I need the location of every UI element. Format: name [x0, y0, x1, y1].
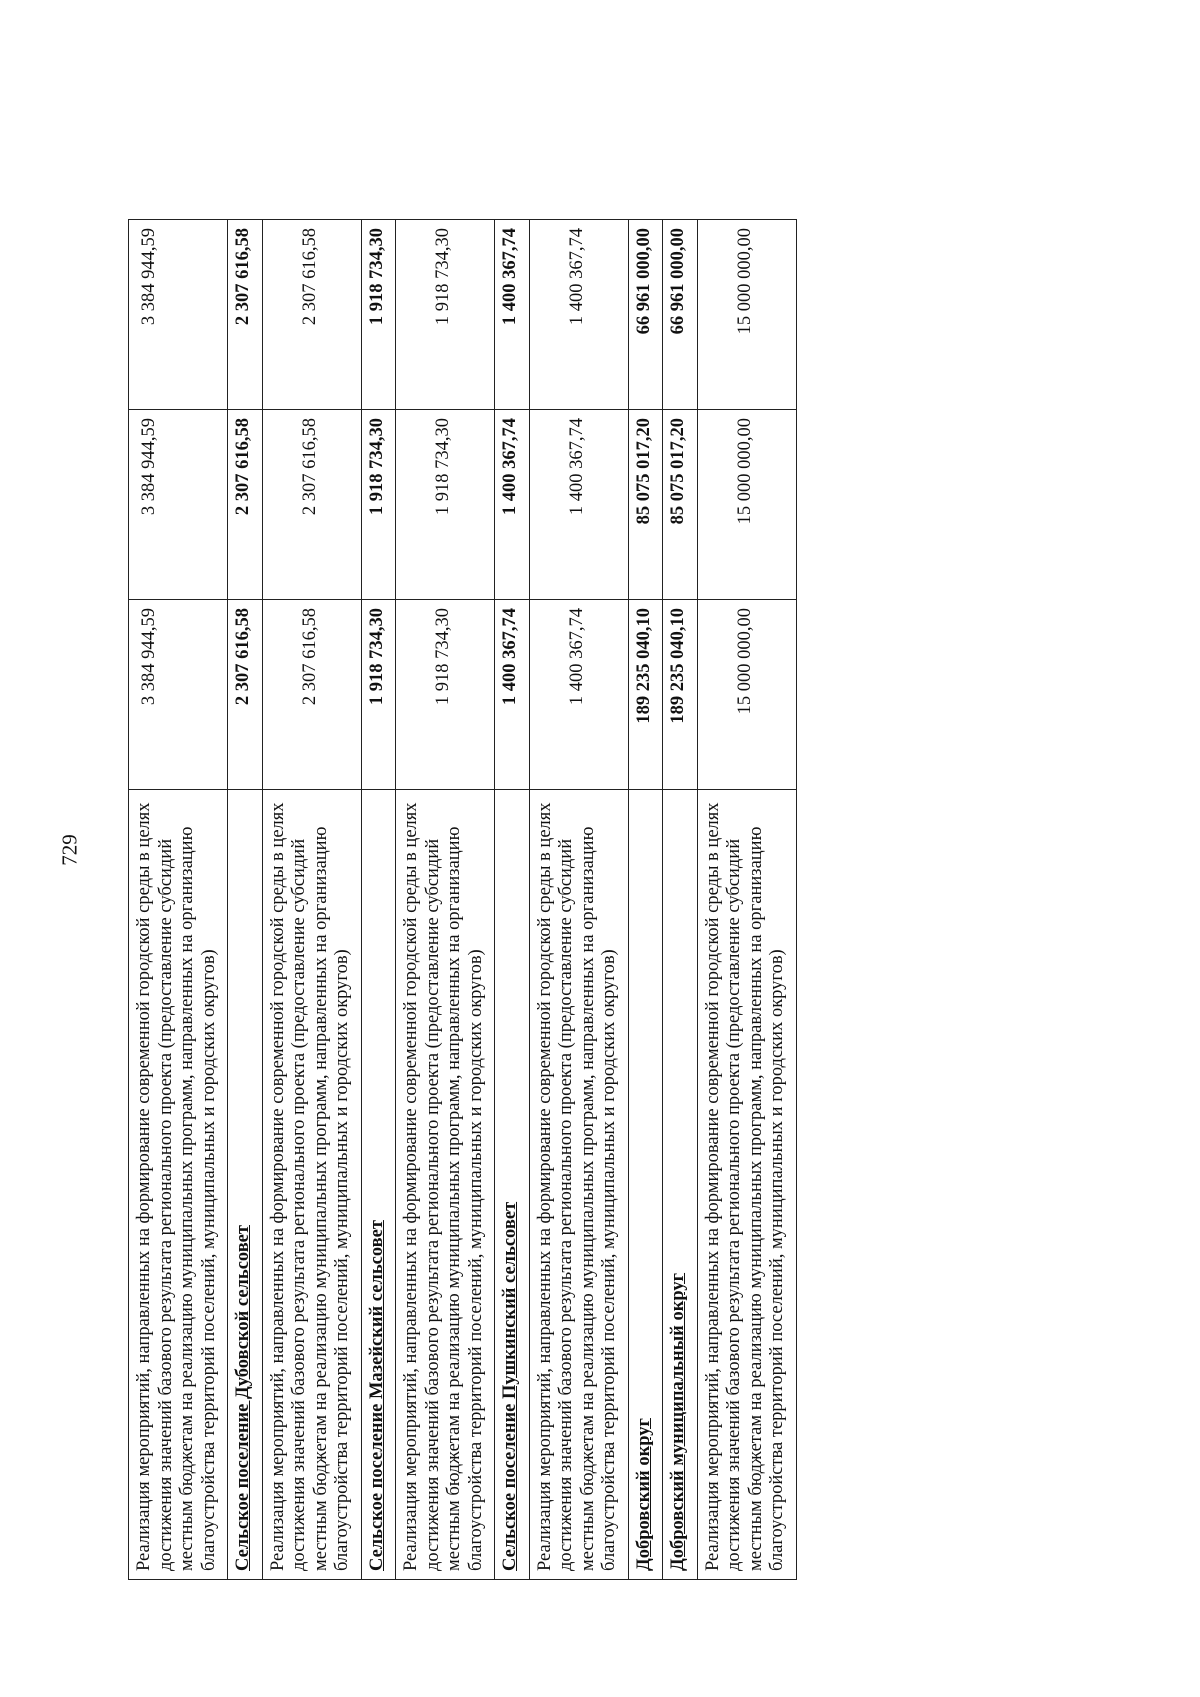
table-row-total: [495, 220, 530, 1580]
row-description: Реализация мероприятий, направленных на формирование современной городской среды в целях достижения значений базового результата регионального проекта (предоставление субсидий местным бюджетам на реализацию муниципальных программ, направленных на организацию благоустройства территорий поселений, муниципальных и городских округов): [262, 790, 361, 1580]
row-value-1: 189 235 040,10: [628, 600, 663, 790]
row-value-3: 1 400 367,74: [529, 220, 628, 410]
row-value-2: 2 307 616,58: [228, 410, 263, 600]
row-description: Сельское поселение Дубовской сельсовет: [228, 790, 263, 1580]
row-value-1: 1 400 367,74: [495, 600, 530, 790]
row-description: Добровский округ: [628, 790, 663, 1580]
table-row: [396, 220, 495, 1580]
row-value-3: 3 384 944,59: [129, 220, 228, 410]
table-row: [697, 220, 796, 1580]
row-value-2: 1 400 367,74: [529, 410, 628, 600]
table-row: [262, 220, 361, 1580]
row-description: Реализация мероприятий, направленных на формирование современной городской среды в целях достижения значений базового результата регионального проекта (предоставление субсидий местным бюджетам на реализацию муниципальных программ, направленных на организацию благоустройства территорий поселений, муниципальных и городских округов): [529, 790, 628, 1580]
row-value-3: 1 400 367,74: [495, 220, 530, 410]
table-row: [529, 220, 628, 1580]
row-description: Реализация мероприятий, направленных на формирование современной городской среды в целях достижения значений базового результата регионального проекта (предоставление субсидий местным бюджетам на реализацию муниципальных программ, направленных на организацию благоустройства территорий поселений, муниципальных и городских округов): [396, 790, 495, 1580]
row-value-1: 189 235 040,10: [663, 600, 698, 790]
row-description: Сельское поселение Пушкинский сельсовет: [495, 790, 530, 1580]
row-value-1: 1 400 367,74: [529, 600, 628, 790]
row-value-1: 3 384 944,59: [129, 600, 228, 790]
table-row: [129, 220, 228, 1580]
row-value-3: 1 918 734,30: [361, 220, 396, 410]
row-value-3: 2 307 616,58: [262, 220, 361, 410]
row-value-1: 1 918 734,30: [396, 600, 495, 790]
row-value-2: 85 075 017,20: [628, 410, 663, 600]
row-value-3: 2 307 616,58: [228, 220, 263, 410]
row-value-3: 15 000 000,00: [697, 220, 796, 410]
row-value-3: 1 918 734,30: [396, 220, 495, 410]
row-value-3: 66 961 000,00: [628, 220, 663, 410]
row-value-1: 15 000 000,00: [697, 600, 796, 790]
table-row-total: [628, 220, 663, 1580]
row-value-2: 1 400 367,74: [495, 410, 530, 600]
row-value-1: 2 307 616,58: [228, 600, 263, 790]
row-description: Реализация мероприятий, направленных на формирование современной городской среды в целях достижения значений базового результата регионального проекта (предоставление субсидий местным бюджетам на реализацию муниципальных программ, направленных на организацию благоустройства территорий поселений, муниципальных и городских округов): [697, 790, 796, 1580]
row-value-2: 15 000 000,00: [697, 410, 796, 600]
budget-table: [128, 219, 797, 1580]
table-row-total: [228, 220, 263, 1580]
row-value-2: 1 918 734,30: [396, 410, 495, 600]
row-description: Реализация мероприятий, направленных на формирование современной городской среды в целях достижения значений базового результата регионального проекта (предоставление субсидий местным бюджетам на реализацию муниципальных программ, направленных на организацию благоустройства территорий поселений, муниципальных и городских округов): [129, 790, 228, 1580]
row-value-2: 2 307 616,58: [262, 410, 361, 600]
row-value-2: 1 918 734,30: [361, 410, 396, 600]
row-value-3: 66 961 000,00: [663, 220, 698, 410]
row-value-2: 3 384 944,59: [129, 410, 228, 600]
table-row-total: [361, 220, 396, 1580]
budget-table-wrapper: [128, 220, 954, 1580]
row-value-1: 1 918 734,30: [361, 600, 396, 790]
row-value-1: 2 307 616,58: [262, 600, 361, 790]
page-number: 729: [57, 834, 82, 866]
row-description: Добровский муниципальный округ: [663, 790, 698, 1580]
table-row-total: [663, 220, 698, 1580]
row-description: Сельское поселение Мазейский сельсовет: [361, 790, 396, 1580]
row-value-2: 85 075 017,20: [663, 410, 698, 600]
